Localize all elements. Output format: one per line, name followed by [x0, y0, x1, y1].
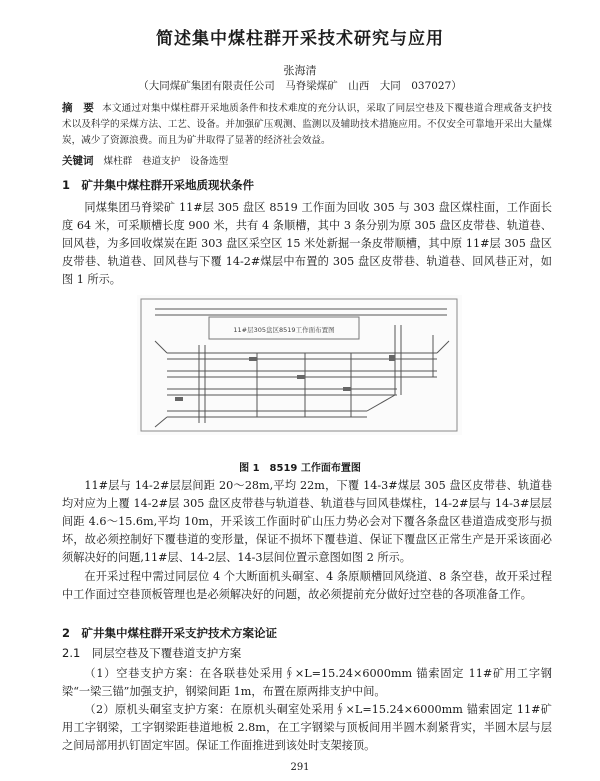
section-2-item-2: （2）原机头硐室支护方案：在原机头硐室处采用∮×L=15.24×6000mm 锚索固定 11#矿用工字钢梁，工字钢梁距巷道地板 2.8m，在工字钢梁与顶板间用半圆木刹紧背实，半圆木层与层之间局部用扒钉固定牢固。保证工作面推进到该处时支架接顶。	[62, 703, 552, 752]
section-1-paragraph-1: 同煤集团马脊梁矿 11#层 305 盘区 8519 工作面为回收 305 与 303 盘区煤柱面，工作面长度 64 米，可采顺槽长度 900 米，共有 4 条顺槽，其中 3 条分别为原 305 盘区皮带巷、轨道巷、回风巷，为多回收煤炭在距 303 盘区采空区 15 米处新掘一条皮带顺槽，其中原 11#层 305 盘区皮带巷、轨道巷、回风巷与下覆 14-2#煤层中布置的 305 盘区皮带巷、轨道巷、回风巷正对，如图 1 所示。	[62, 201, 552, 286]
figure-area-label: 11#层305盘区8519工作面布置图	[233, 326, 335, 334]
keywords-text: 煤柱群 巷道支护 设备选型	[103, 156, 229, 167]
page-number: 291	[290, 762, 310, 773]
section-1-paragraph-2: 11#层与 14-2#层层间距 20～28m,平均 22m，下覆 14-3#煤层 305 盘区皮带巷、轨道巷均对应为上覆 14-2#层 305 盘区皮带巷与轨道巷、轨道巷与回风巷煤柱，14-2#层与 14-3#层层间距 4.6～15.6m,平均 10m，开采该工作面时矿山压力势必会对下覆各条盘区巷道造成变形与损坏，故必须控制好下覆巷道的变形量，保证不损坏下覆巷道、保证下覆盘区正常生产是开采该面必须解决好的问题,11#层、14-2层、14-3层间位置示意图如图 2 所示。	[62, 479, 552, 564]
author-name: 张海清	[283, 64, 317, 77]
author-affiliation: （大同煤矿集团有限责任公司 马脊梁煤矿 山西 大同 037027）	[138, 80, 462, 92]
figure-1-caption: 图 1 8519 工作面布置图	[239, 463, 361, 474]
abstract	[62, 100, 552, 149]
abstract-text: 本文通过对集中煤柱群开采地质条件和技术难度的充分认识，采取了同层空巷及下覆巷道合理戒备支护技术以及科学的采煤方法、工艺、设备。并加强矿压观测、监测以及辅助技术措施应用。不仅安全可靠地开采出大量煤炭，减少了资源浪费。而且为矿井取得了显著的经济社会效益。	[62, 103, 553, 146]
section-2-1-heading: 2.1 同层空巷及下覆巷道支护方案	[62, 646, 242, 660]
section-1-paragraph-3: 在开采过程中需过同层位 4 个大断面机头硐室、4 条原顺槽回风绕道、8 条空巷，故开采过程中工作面过空巷顶板管理也是必须解决好的问题，故必须提前充分做好过空巷的各项准备工作。	[62, 570, 552, 601]
workface-layout-diagram	[137, 295, 462, 435]
workface-layout-figure	[137, 295, 462, 435]
section-1-heading: 1 矿井集中煤柱群开采地质现状条件	[62, 178, 254, 192]
keywords-label: 关键词	[62, 155, 94, 167]
keywords	[62, 153, 552, 168]
abstract-label: 摘 要	[62, 102, 95, 114]
paper-title: 简述集中煤柱群开采技术研究与应用	[156, 29, 444, 49]
section-2-item-1: （1）空巷支护方案：在各联巷处采用∮×L=15.24×6000mm 锚索固定 11#矿用工字钢梁“一梁三锚”加强支护，钢梁间距 1m，布置在原两排支护中间。	[62, 667, 552, 698]
section-2-heading: 2 矿井集中煤柱群开采支护技术方案论证	[62, 626, 277, 640]
